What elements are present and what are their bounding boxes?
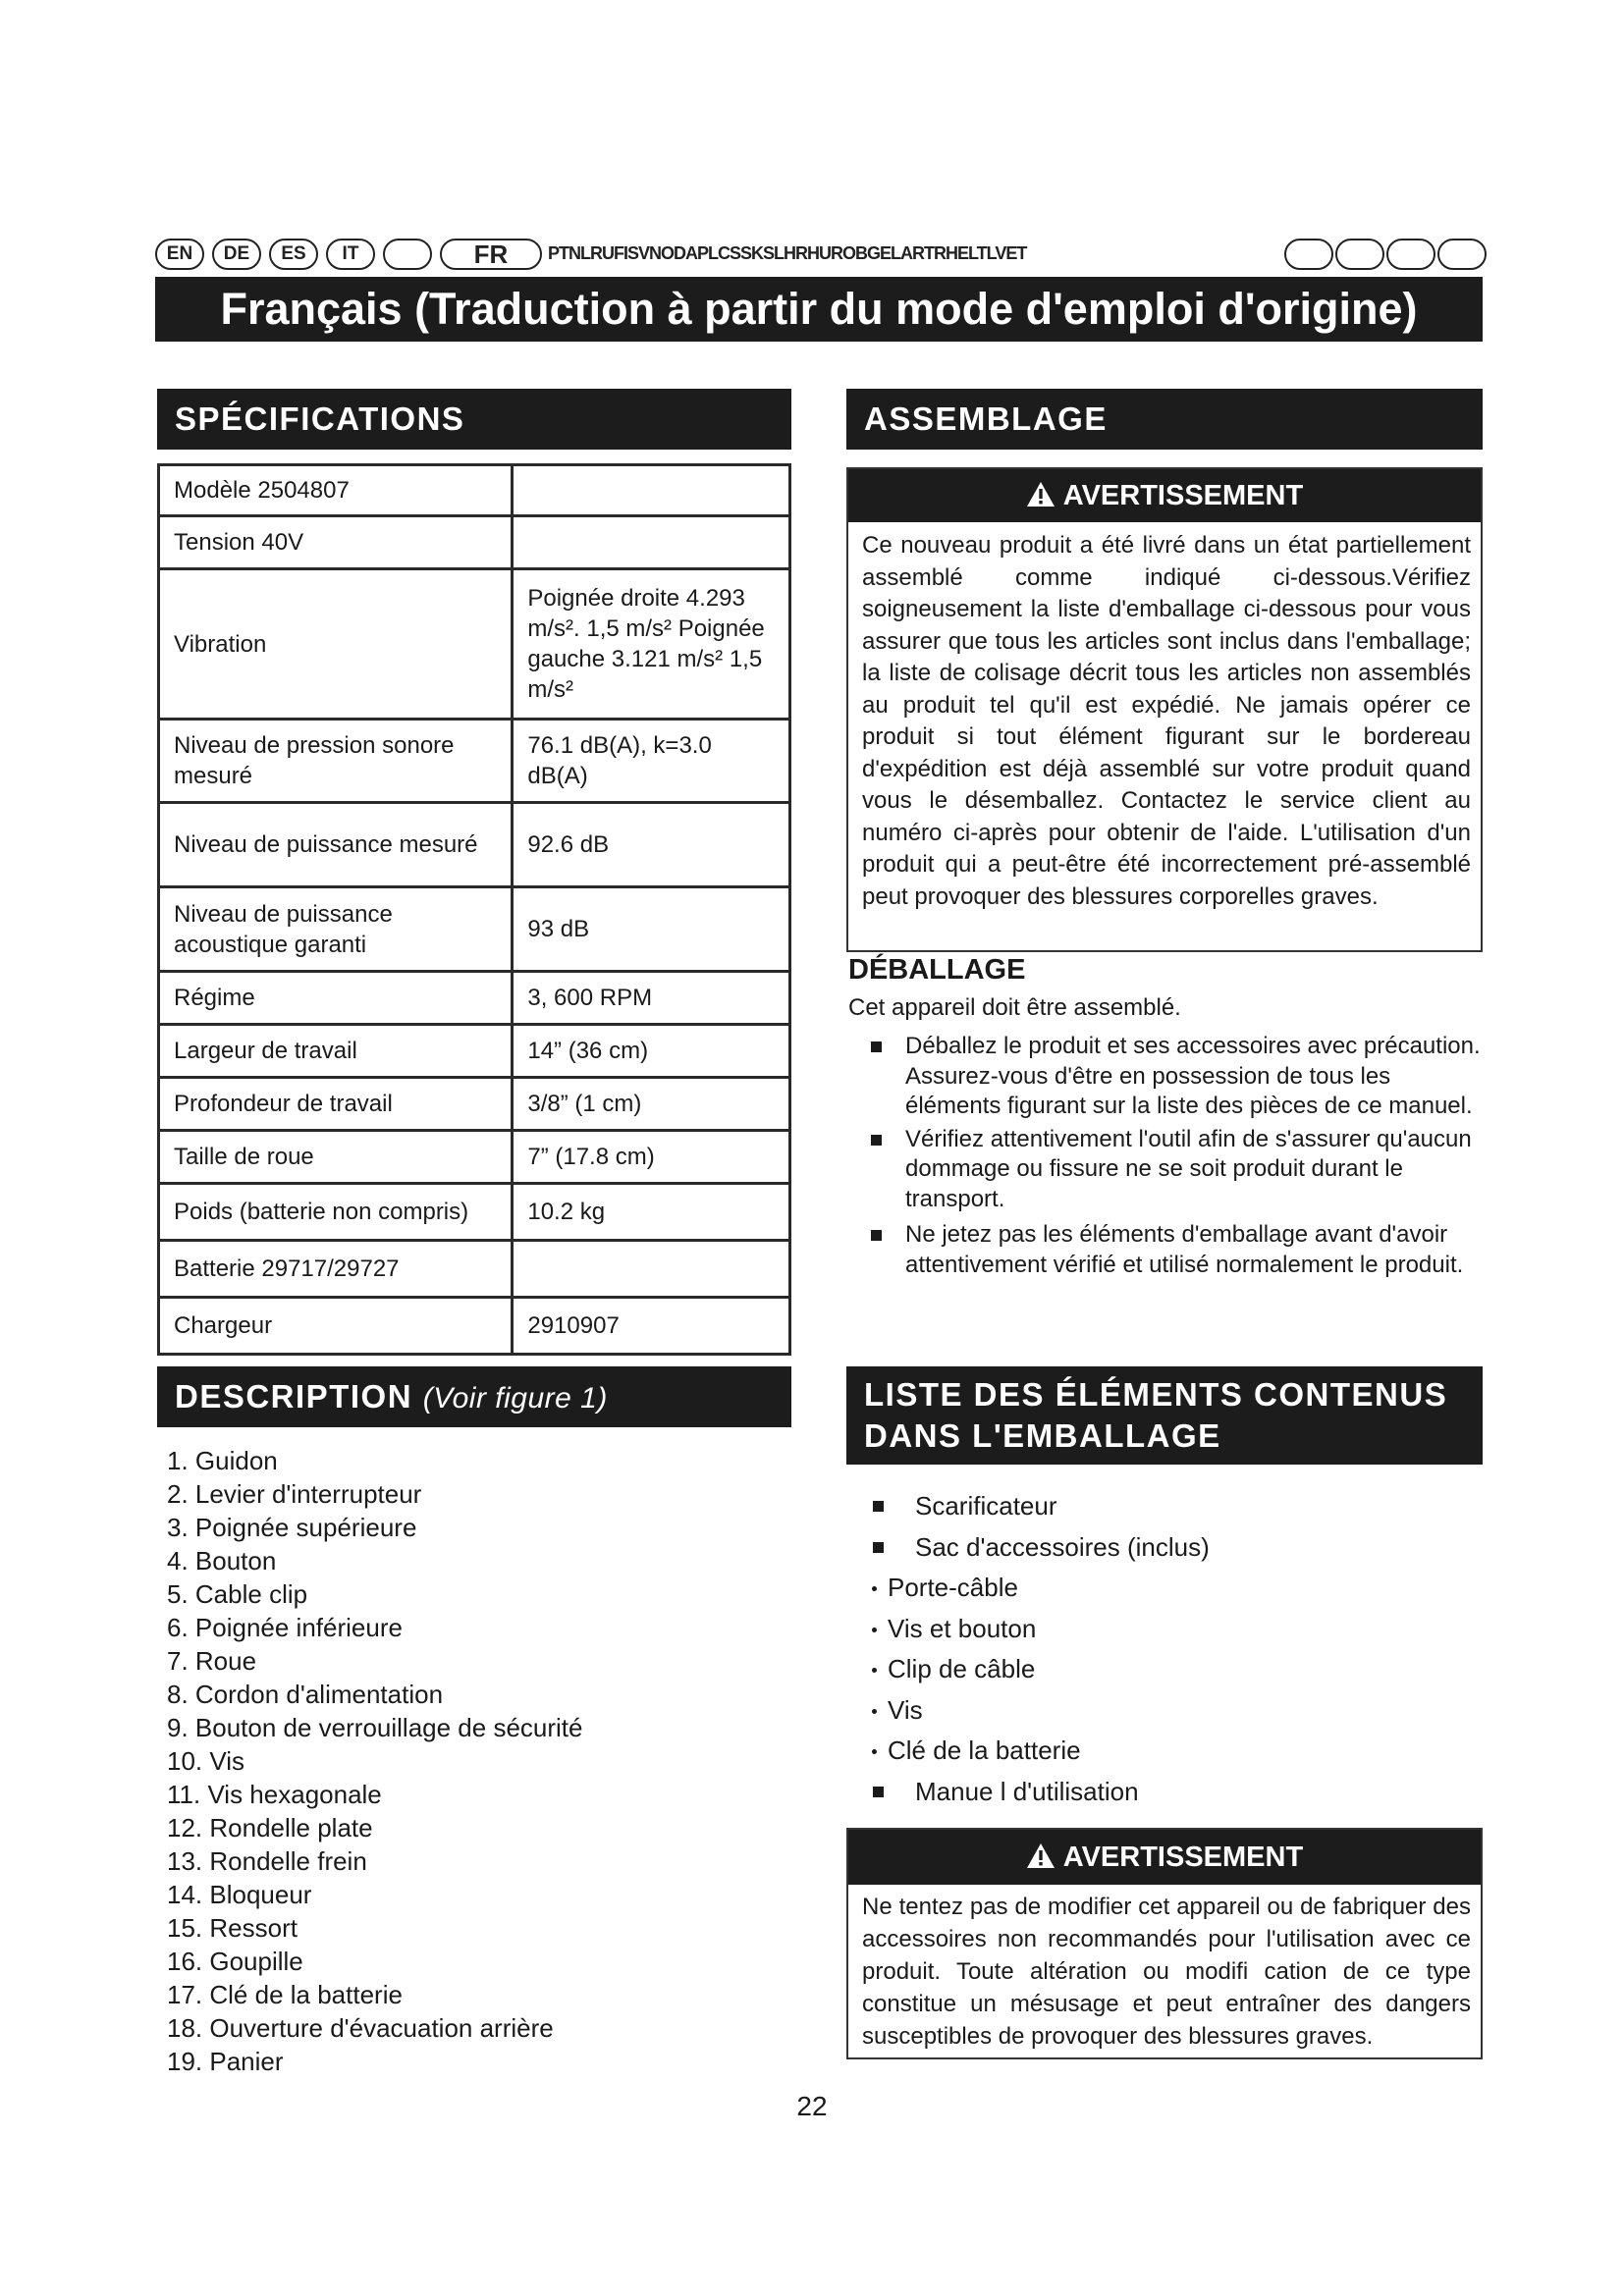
spec-value: 2910907	[513, 1298, 790, 1355]
list-item: 9. Bouton de verrouillage de sécurité	[167, 1713, 583, 1742]
table-row	[159, 1131, 790, 1184]
description-list	[167, 1444, 776, 2078]
lang-tab-empty	[1335, 239, 1384, 270]
spec-value: 14” (36 cm)	[513, 1025, 790, 1078]
spec-value: 93 dB	[513, 887, 790, 972]
list-item: 19. Panier	[167, 2047, 284, 2076]
lang-tab-it: IT	[326, 239, 375, 270]
lang-tab-run: PTNLRUFISVNODAPLCSSKSLHRHUROBGELARTRHELTLVET	[548, 243, 1027, 263]
table-row	[159, 1025, 790, 1078]
spec-label: Profondeur de travail	[159, 1078, 513, 1131]
language-tab-strip	[155, 239, 1483, 268]
lang-tab-fr: FR	[440, 239, 542, 270]
list-item: Porte-câble	[846, 1568, 1475, 1609]
spec-value: Poignée droite 4.293 m/s². 1,5 m/s² Poignée gauche 3.121 m/s² 1,5 m/s²	[513, 569, 790, 720]
list-item: 13. Rondelle frein	[167, 1846, 367, 1876]
table-row	[159, 465, 790, 516]
specifications-table	[157, 463, 791, 1356]
list-item: 4. Bouton	[167, 1546, 277, 1575]
list-item: 1. Guidon	[167, 1446, 278, 1475]
list-item: 11. Vis hexagonale	[167, 1780, 382, 1809]
table-row	[159, 1298, 790, 1355]
list-item: Sac d'accessoires (inclus)	[846, 1527, 1475, 1569]
square-bullet-icon	[871, 1135, 882, 1146]
spec-label: Batterie 29717/29727	[159, 1241, 513, 1298]
list-item: 6. Poignée inférieure	[167, 1613, 403, 1642]
spec-label: Tension 40V	[159, 516, 513, 569]
description-heading-note: (Voir figure 1)	[422, 1382, 608, 1415]
dot-bullet-icon	[872, 1668, 877, 1673]
list-item: Vérifiez attentivement l'outil afin de s'assurer qu'aucun dommage ou fissure ne se soit produit durant le transport.	[858, 1125, 1487, 1215]
list-item: Déballez le produit et ses accessoires avec précaution. Assurez-vous d'être en possession de tous les éléments figurant sur la liste des pièces de ce manuel.	[858, 1032, 1487, 1122]
warning-triangle-icon	[1026, 481, 1056, 507]
spec-label: Chargeur	[159, 1298, 513, 1355]
spec-value	[513, 1241, 790, 1298]
spec-value: 7” (17.8 cm)	[513, 1131, 790, 1184]
package-heading-line1: LISTE DES ÉLÉMENTS CONTENUS	[864, 1376, 1448, 1413]
unpacking-heading: DÉBALLAGE	[848, 954, 1026, 986]
list-item: Ne jetez pas les éléments d'emballage avant d'avoir attentivement vérifié et utilisé normalement le produit.	[858, 1220, 1487, 1280]
table-row	[159, 887, 790, 972]
lang-tab-blank	[383, 239, 432, 270]
table-row	[159, 972, 790, 1025]
warning-title: AVERTISSEMENT	[1062, 480, 1304, 511]
lang-tab-de: DE	[212, 239, 261, 270]
list-item: 7. Roue	[167, 1646, 257, 1676]
table-row	[159, 516, 790, 569]
list-item: 17. Clé de la batterie	[167, 1980, 403, 2009]
description-heading-text: DESCRIPTION	[175, 1378, 413, 1415]
list-item: 2. Levier d'interrupteur	[167, 1479, 422, 1509]
spec-label: Régime	[159, 972, 513, 1025]
warning-title: AVERTISSEMENT	[1062, 1842, 1304, 1873]
description-heading	[157, 1366, 791, 1427]
square-bullet-icon	[871, 1230, 882, 1241]
page-title: Français (Traduction à partir du mode d'emploi d'origine)	[155, 277, 1483, 342]
warning-triangle-icon	[1026, 1842, 1056, 1869]
table-row	[159, 1241, 790, 1298]
spec-label: Vibration	[159, 569, 513, 720]
spec-value: 3, 600 RPM	[513, 972, 790, 1025]
list-item: Manue l d'utilisation	[846, 1772, 1475, 1813]
package-contents-list	[846, 1486, 1475, 1812]
list-item: 14. Bloqueur	[167, 1880, 312, 1909]
warning-header	[848, 1830, 1481, 1885]
table-row	[159, 569, 790, 720]
dot-bullet-icon	[872, 1749, 877, 1754]
specifications-heading: SPÉCIFICATIONS	[157, 389, 791, 450]
square-bullet-icon	[873, 1542, 884, 1553]
modification-warning-box	[846, 1828, 1483, 2059]
square-bullet-icon	[873, 1787, 884, 1797]
lang-tab-empty	[1386, 239, 1435, 270]
list-item: 16. Goupille	[167, 1947, 303, 1976]
spec-value: 92.6 dB	[513, 803, 790, 887]
list-item: 3. Poignée supérieure	[167, 1513, 417, 1542]
list-item: Clé de la batterie	[846, 1731, 1475, 1772]
dot-bullet-icon	[872, 1709, 877, 1714]
assemblage-heading: ASSEMBLAGE	[846, 389, 1483, 450]
spec-label: Niveau de puissance mesuré	[159, 803, 513, 887]
list-item: Scarificateur	[846, 1486, 1475, 1527]
lang-tab-en: EN	[155, 239, 204, 270]
package-heading-line2: DANS L'EMBALLAGE	[864, 1417, 1221, 1454]
spec-value	[513, 465, 790, 516]
spec-label: Niveau de pression sonore mesuré	[159, 720, 513, 803]
spec-value: 76.1 dB(A), k=3.0 dB(A)	[513, 720, 790, 803]
square-bullet-icon	[873, 1501, 884, 1512]
spec-value: 10.2 kg	[513, 1184, 790, 1241]
list-item: 5. Cable clip	[167, 1579, 308, 1609]
spec-label: Poids (batterie non compris)	[159, 1184, 513, 1241]
lang-tab-empty	[1284, 239, 1333, 270]
lang-tab-es: ES	[269, 239, 318, 270]
dot-bullet-icon	[872, 1628, 877, 1632]
unpacking-intro: Cet appareil doit être assemblé.	[848, 994, 1181, 1021]
spec-label: Largeur de travail	[159, 1025, 513, 1078]
spec-label: Taille de roue	[159, 1131, 513, 1184]
list-item: Vis et bouton	[846, 1609, 1475, 1650]
spec-value: 3/8” (1 cm)	[513, 1078, 790, 1131]
list-item: 8. Cordon d'alimentation	[167, 1680, 444, 1709]
table-row	[159, 1078, 790, 1131]
package-contents-heading	[846, 1366, 1483, 1465]
table-row	[159, 803, 790, 887]
list-item: Vis	[846, 1690, 1475, 1732]
list-item: Clip de câble	[846, 1649, 1475, 1690]
table-row	[159, 1184, 790, 1241]
spec-label: Modèle 2504807	[159, 465, 513, 516]
table-row	[159, 720, 790, 803]
list-item: 15. Ressort	[167, 1913, 298, 1943]
dot-bullet-icon	[872, 1586, 877, 1591]
spec-label: Niveau de puissance acoustique garanti	[159, 887, 513, 972]
list-item: 12. Rondelle plate	[167, 1813, 373, 1842]
list-item: 18. Ouverture d'évacuation arrière	[167, 2013, 554, 2043]
spec-value	[513, 516, 790, 569]
list-item: 10. Vis	[167, 1746, 245, 1776]
page-number: 22	[796, 2091, 828, 2121]
warning-text: Ne tentez pas de modifier cet appareil ou de fabriquer des accessoires non recommandés pour l'utilisation avec ce produit. Toute altération ou modifi cation de ce type constitue un mésusage et peut entraîner des dangers susceptibles de provoquer des blessures graves.	[862, 1894, 1471, 2050]
unpacking-list	[858, 1032, 1487, 1280]
assembly-warning-box	[846, 467, 1483, 952]
warning-text: Ce nouveau produit a été livré dans un état partiellement assemblé comme indiqué ci-dessous.Vérifiez soigneusement la liste d'emballage ci-dessous pour vous assurer que tous les articles sont inclus dans l'emballage; la liste de colisage décrit tous les articles non assemblés au produit tel qu'il est expédié. Ne jamais opérer ce produit si tout élément figurant sur le bordereau d'expédition est déjà assemblé sur votre produit quand vous le désemballez. Contactez le service client au numéro ci-après pour obtenir de l'aide. L'utilisation d'un produit qui a peut-être été incorrectement pré-assemblé peut provoquer des blessures corporelles graves.	[862, 532, 1471, 910]
warning-header	[848, 469, 1481, 522]
lang-tab-empty	[1437, 239, 1487, 270]
square-bullet-icon	[871, 1041, 882, 1052]
